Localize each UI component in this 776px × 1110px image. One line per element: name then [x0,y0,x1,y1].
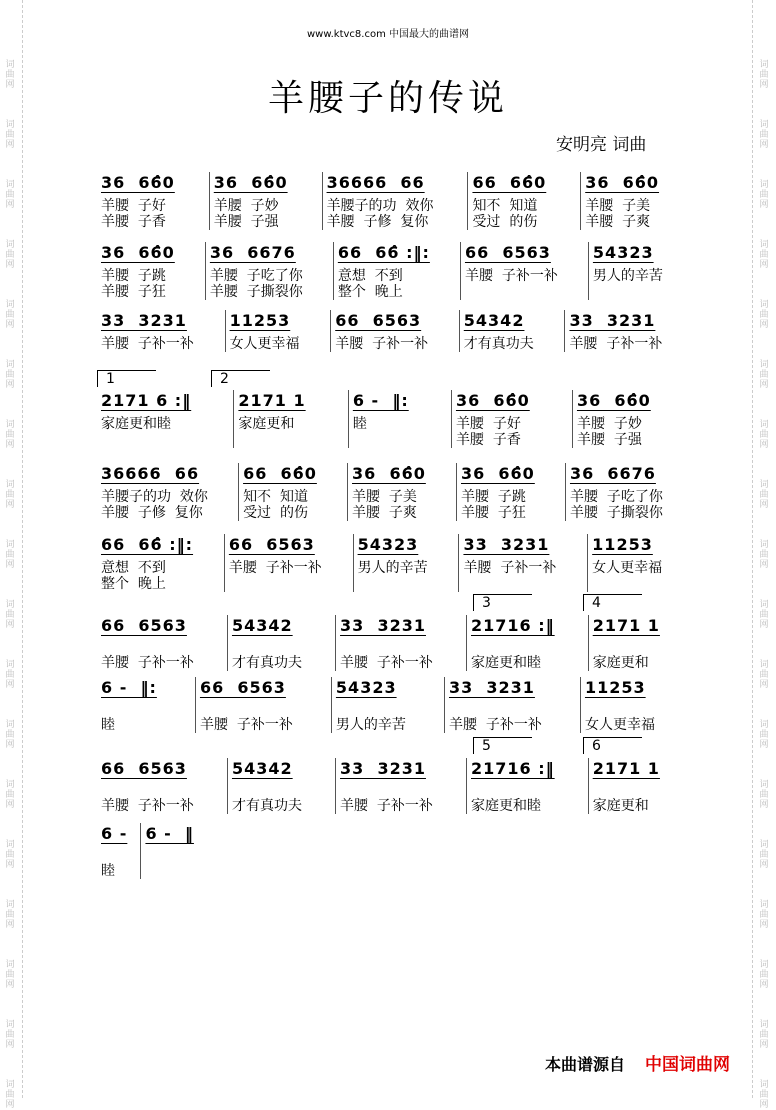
lyric-line: 羊腰 子补一补 [340,655,433,671]
lyric-line: 女人更幸福 [592,560,663,576]
lyric-line: 羊腰子的功 效你 [326,198,434,214]
measure-notes: 33 3231 [340,759,426,778]
lyric-line: 羊腰 子修 复你 [326,214,429,230]
measure [225,310,331,352]
measure-notes: 36 66̂0 [101,173,175,192]
measure [97,310,225,352]
score-row [97,758,693,814]
measure-notes: 54342 [463,311,525,330]
watermark: 词曲网 [759,660,769,690]
lyric-line: 羊腰 子补一补 [199,717,293,733]
lyric-line: 羊腰 子补一补 [463,560,557,576]
watermark: 词曲网 [759,420,769,450]
measure [580,172,693,230]
lyric-line: 意想 不到 [337,268,403,284]
footer-brand: 中国词曲网 [645,1055,731,1075]
measure [333,242,460,300]
measure [588,758,693,814]
lyric-line: 受过 的伤 [472,214,538,230]
lyric-line: 受过 的伤 [243,505,308,521]
measure-notes: 66 66̂0 [243,464,317,483]
measure-notes: 66 6563 [101,616,187,635]
measure [459,310,565,352]
measure-notes: 36 66̂0 [576,391,651,410]
measure-notes: 33 3231 [101,311,187,330]
measure-notes: 66 6563 [101,759,187,778]
measure-notes: 66 6563 [228,535,315,554]
score-row [97,310,693,352]
lyric-line: 家庭更和 [238,416,295,432]
measure-notes: 36 66̂0 [585,173,660,192]
measure [458,534,587,592]
watermark: 词曲网 [5,600,15,630]
watermark: 词曲网 [5,420,15,450]
lyric-line: 羊腰 子修 复你 [101,505,203,521]
measure-notes: 33 3231 [340,616,426,635]
lyric-line: 男人的辛苦 [335,717,406,733]
measure [140,823,207,879]
lyric-line: 知不 知道 [243,489,308,505]
measure [588,615,693,671]
measure [227,758,335,814]
score-row [97,677,693,733]
watermark: 词曲网 [5,240,15,270]
measure [227,615,335,671]
lyric-line: 羊腰 子跳 [461,489,526,505]
measure-notes: 54342 [231,616,293,635]
lyric-line: 羊腰 子撕裂你 [569,505,663,521]
lyric-line: 羊腰 子吃了你 [209,268,303,284]
measure-notes: 33 3231 [463,535,550,554]
measure-notes: 11253 [584,678,646,697]
measure [205,242,333,300]
measure [564,310,693,352]
watermark: 词曲网 [759,180,769,210]
measure-notes: 54323 [335,678,397,697]
measure [565,463,693,521]
lyric-line: 整个 晚上 [101,576,166,592]
lyric-line: 羊腰 子好 [101,198,166,214]
measure [238,463,347,521]
lyric-line: 羊腰 子香 [455,432,521,448]
score-row [97,534,693,592]
lyric-line: 羊腰 子补一补 [464,268,558,284]
lyric-line: 女人更幸福 [229,336,300,352]
measure [97,463,238,521]
watermark: 词曲网 [759,600,769,630]
measure [97,172,209,230]
lyric-line: 家庭更和 [592,798,649,814]
measure [588,242,693,300]
watermark: 词曲网 [759,780,769,810]
watermark: 词曲网 [5,540,15,570]
measure-notes: 36 6676 [209,243,296,262]
lyric-line: 才有真功夫 [231,655,302,671]
measure [466,758,588,814]
measure-notes: 6 - ‖: [101,678,157,697]
watermark: 词曲网 [5,780,15,810]
watermark: 词曲网 [5,300,15,330]
measure-notes: 36 6676 [569,464,656,483]
measure-notes: 6 - ‖: [352,391,409,410]
lyric-line: 意想 不到 [101,560,166,576]
lyric-line: 家庭更和睦 [471,798,541,814]
lyric-line: 女人更幸福 [584,717,655,733]
lyric-line: 羊腰 子补一补 [569,336,663,352]
lyric-line: 羊腰 子补一补 [228,560,322,576]
volta-3: 3 [473,594,532,611]
watermark: 词曲网 [759,720,769,750]
lyric-line: 男人的辛苦 [592,268,663,284]
measure [347,463,456,521]
watermark: 词曲网 [5,120,15,150]
measure-notes: 2171 6 :‖ [101,391,192,410]
measure [460,242,588,300]
lyric-line: 睦 [101,717,115,733]
lyric-line: 羊腰 子妙 [213,198,279,214]
watermark: 词曲网 [759,300,769,330]
score-row [97,242,693,300]
lyric-line: 家庭更和睦 [101,416,171,432]
volta-6: 6 [583,737,642,754]
lyric-line: 羊腰 子美 [585,198,651,214]
score-row [97,390,693,448]
lyric-line: 整个 晚上 [337,284,403,300]
lyric-line: 羊腰 子补一补 [335,336,429,352]
measure-notes: 2171 1 [592,759,660,778]
watermark: 词曲网 [759,120,769,150]
lyric-line: 羊腰 子狂 [101,284,166,300]
measure-notes: 54323 [357,535,419,554]
measure-notes: 2171 1 [592,616,660,635]
watermark: 词曲网 [5,900,15,930]
lyric-line: 羊腰 子好 [455,416,521,432]
watermark: 词曲网 [759,480,769,510]
volta-2: 2 [211,370,270,387]
lyric-line: 睦 [352,416,367,432]
author-credit: 安明亮 词曲 [556,135,647,155]
watermark: 词曲网 [759,900,769,930]
measure [353,534,459,592]
watermark: 词曲网 [5,960,15,990]
watermark: 词曲网 [759,840,769,870]
measure [97,534,224,592]
right-margin-line [752,0,754,1098]
measure [587,534,693,592]
left-margin-line [22,0,24,1098]
measure-notes: 11253 [592,535,653,554]
watermark: 词曲网 [759,960,769,990]
lyric-line: 男人的辛苦 [357,560,428,576]
watermark: 词曲网 [5,180,15,210]
measure [348,390,451,448]
measure [335,758,466,814]
watermark: 词曲网 [759,540,769,570]
volta-4: 4 [583,594,642,611]
lyric-line: 才有真功夫 [463,336,534,352]
watermark: 词曲网 [5,720,15,750]
measure [335,615,466,671]
measure-notes: 33 3231 [448,678,535,697]
volta-5: 5 [473,737,532,754]
watermark: 词曲网 [759,1020,769,1050]
measure-notes: 6 - ‖ [145,824,194,843]
lyric-line: 睦 [101,863,115,879]
measure-notes: 36 66̂0 [213,173,288,192]
measure [580,677,693,733]
measure [572,390,693,448]
watermark: 词曲网 [5,1080,15,1110]
lyric-line: 羊腰 子补一补 [101,798,194,814]
measure-notes: 11253 [229,311,291,330]
measure [97,823,140,879]
measure [97,677,195,733]
lyric-line: 羊腰 子爽 [352,505,417,521]
lyric-line: 羊腰 子跳 [101,268,166,284]
measure-notes: 54323 [592,243,654,262]
lyric-line: 羊腰子的功 效你 [101,489,208,505]
measure-notes: 66 6563 [464,243,551,262]
measure [97,242,205,300]
measure [330,310,459,352]
measure-notes: 66 66̂ :‖: [101,535,194,554]
lyric-line: 羊腰 子撕裂你 [209,284,303,300]
score-row [97,172,693,230]
watermark: 词曲网 [5,840,15,870]
lyric-line: 家庭更和睦 [471,655,541,671]
score-row [97,463,693,521]
lyric-line: 羊腰 子补一补 [101,336,194,352]
measure-notes: 33 3231 [569,311,656,330]
measure-notes: 36 66̂0 [352,464,426,483]
footer-source [545,1050,730,1075]
lyric-line: 羊腰 子爽 [585,214,651,230]
measure-notes: 36666 66 [326,173,425,192]
watermark: 词曲网 [5,60,15,90]
measure [233,390,347,448]
measure [331,677,444,733]
lyric-line: 羊腰 子补一补 [101,655,194,671]
score-row [97,615,693,671]
lyric-line: 羊腰 子狂 [461,505,526,521]
volta-1: 1 [97,370,156,387]
measure-notes: 36 66̂0 [461,464,535,483]
measure-notes: 21716 :‖ [471,616,555,635]
measure [322,172,468,230]
measure-notes: 36666 66 [101,464,200,483]
score-row [97,823,207,879]
lyric-line: 知不 知道 [472,198,538,214]
watermark: 词曲网 [5,360,15,390]
lyric-line: 羊腰 子吃了你 [569,489,663,505]
watermark: 词曲网 [759,360,769,390]
measure-notes: 36 66̂0 [101,243,175,262]
measure-notes: 66 6563 [335,311,422,330]
measure [97,390,233,448]
measure [466,615,588,671]
lyric-line: 羊腰 子补一补 [448,717,542,733]
watermark: 词曲网 [5,660,15,690]
watermark: 词曲网 [759,240,769,270]
song-title: 羊腰子的传说 [267,78,508,119]
site-header: www.ktvc8.com 中国最大的曲谱网 [306,29,469,40]
watermark: 词曲网 [5,480,15,510]
measure-notes: 66 66̂ :‖: [337,243,430,262]
measure [456,463,565,521]
watermark: 词曲网 [759,1080,769,1110]
measure-notes: 36 66̂0 [455,391,530,410]
lyric-line: 羊腰 子香 [101,214,166,230]
lyric-line: 羊腰 子强 [576,432,642,448]
measure-notes: 21716 :‖ [471,759,555,778]
measure-notes: 66 66̂0 [472,173,547,192]
measure [97,758,227,814]
measure-notes: 66 6563 [199,678,286,697]
lyric-line: 羊腰 子妙 [576,416,642,432]
lyric-line: 羊腰 子美 [352,489,417,505]
measure-notes: 54342 [231,759,293,778]
watermark: 词曲网 [759,60,769,90]
measure [224,534,353,592]
measure-notes: 6 - [101,824,128,843]
lyric-line: 羊腰 子补一补 [340,798,433,814]
measure [467,172,580,230]
measure [209,172,322,230]
measure [195,677,331,733]
lyric-line: 才有真功夫 [231,798,302,814]
measure [451,390,572,448]
measure [97,615,227,671]
measure [444,677,580,733]
footer-source-label: 本曲谱源自 [545,1055,626,1074]
lyric-line: 家庭更和 [592,655,649,671]
watermark: 词曲网 [5,1020,15,1050]
measure-notes: 2171 1 [238,391,306,410]
lyric-line: 羊腰 子强 [213,214,279,230]
